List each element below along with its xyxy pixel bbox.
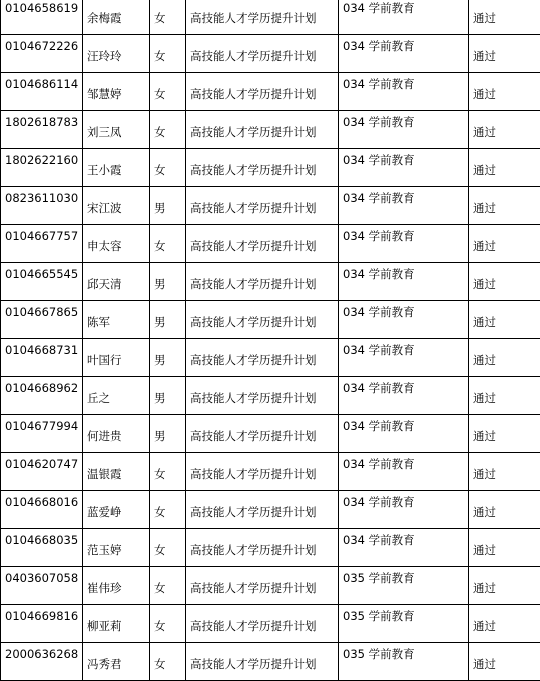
program-text: 高技能人才学历提升计划: [190, 277, 317, 291]
name-cell: [83, 35, 150, 73]
program-text: 高技能人才学历提升计划: [190, 125, 317, 139]
result-cell: [469, 491, 540, 529]
name-cell: [83, 377, 150, 415]
table-row: [1, 0, 540, 35]
major-cell: [339, 35, 469, 73]
major-text: 034 学前教育: [343, 77, 415, 91]
result-text: 通过: [473, 201, 496, 215]
gender-text: 女: [154, 619, 166, 633]
program-cell: [186, 643, 339, 681]
name-text: 蓝爱峥: [87, 505, 122, 519]
student-id-text: 0104686114: [5, 77, 78, 91]
student-id-cell: [1, 149, 83, 187]
program-text: 高技能人才学历提升计划: [190, 543, 317, 557]
name-text: 陈军: [87, 315, 110, 329]
program-text: 高技能人才学历提升计划: [190, 315, 317, 329]
student-id-cell: [1, 605, 83, 643]
gender-cell: [150, 567, 186, 605]
table-row: [1, 415, 540, 453]
table-row: [1, 491, 540, 529]
student-id-cell: [1, 187, 83, 225]
program-text: 高技能人才学历提升计划: [190, 11, 317, 25]
name-cell: [83, 529, 150, 567]
result-text: 通过: [473, 581, 496, 595]
name-text: 王小霞: [87, 163, 122, 177]
major-cell: [339, 605, 469, 643]
result-text: 通过: [473, 11, 496, 25]
program-cell: [186, 73, 339, 111]
name-text: 丘之: [87, 391, 110, 405]
result-text: 通过: [473, 163, 496, 177]
major-text: 034 学前教育: [343, 305, 415, 319]
major-text: 034 学前教育: [343, 495, 415, 509]
gender-text: 女: [154, 49, 166, 63]
name-text: 邱天清: [87, 277, 122, 291]
result-cell: [469, 339, 540, 377]
student-id-cell: [1, 35, 83, 73]
gender-text: 男: [154, 201, 166, 215]
name-text: 何进贵: [87, 429, 122, 443]
student-id-text: 0104668962: [5, 381, 78, 395]
table-row: [1, 263, 540, 301]
major-text: 034 学前教育: [343, 419, 415, 433]
major-text: 035 学前教育: [343, 571, 415, 585]
student-id-cell: [1, 339, 83, 377]
result-text: 通过: [473, 87, 496, 101]
student-id-text: 2000636268: [5, 647, 78, 661]
program-cell: [186, 415, 339, 453]
major-text: 034 学前教育: [343, 1, 415, 15]
major-cell: [339, 377, 469, 415]
result-cell: [469, 187, 540, 225]
student-id-text: 0104672226: [5, 39, 78, 53]
name-text: 柳亚莉: [87, 619, 122, 633]
gender-cell: [150, 377, 186, 415]
major-cell: [339, 149, 469, 187]
name-cell: [83, 0, 150, 35]
gender-text: 男: [154, 353, 166, 367]
name-cell: [83, 339, 150, 377]
gender-cell: [150, 187, 186, 225]
program-cell: [186, 149, 339, 187]
gender-text: 女: [154, 581, 166, 595]
name-text: 余梅霞: [87, 11, 122, 25]
student-id-cell: [1, 73, 83, 111]
student-id-cell: [1, 415, 83, 453]
program-cell: [186, 111, 339, 149]
name-text: 崔伟珍: [87, 581, 122, 595]
program-text: 高技能人才学历提升计划: [190, 657, 317, 671]
table-row: [1, 149, 540, 187]
gender-text: 女: [154, 505, 166, 519]
program-cell: [186, 225, 339, 263]
student-id-cell: [1, 301, 83, 339]
student-id-text: 0104665545: [5, 267, 78, 281]
major-text: 035 学前教育: [343, 647, 415, 661]
program-text: 高技能人才学历提升计划: [190, 49, 317, 63]
gender-text: 女: [154, 87, 166, 101]
program-text: 高技能人才学历提升计划: [190, 391, 317, 405]
gender-cell: [150, 643, 186, 681]
program-text: 高技能人才学历提升计划: [190, 619, 317, 633]
program-cell: [186, 35, 339, 73]
result-text: 通过: [473, 239, 496, 253]
result-text: 通过: [473, 391, 496, 405]
gender-cell: [150, 35, 186, 73]
program-text: 高技能人才学历提升计划: [190, 353, 317, 367]
name-text: 叶国行: [87, 353, 122, 367]
table-row: [1, 567, 540, 605]
student-id-cell: [1, 225, 83, 263]
major-cell: [339, 415, 469, 453]
student-id-cell: [1, 377, 83, 415]
result-text: 通过: [473, 277, 496, 291]
result-text: 通过: [473, 315, 496, 329]
name-cell: [83, 605, 150, 643]
name-text: 温银霞: [87, 467, 122, 481]
major-text: 034 学前教育: [343, 39, 415, 53]
name-cell: [83, 453, 150, 491]
table-row: [1, 35, 540, 73]
gender-cell: [150, 453, 186, 491]
name-cell: [83, 415, 150, 453]
program-text: 高技能人才学历提升计划: [190, 163, 317, 177]
student-id-text: 0104667865: [5, 305, 78, 319]
major-text: 034 学前教育: [343, 267, 415, 281]
program-cell: [186, 377, 339, 415]
gender-text: 女: [154, 163, 166, 177]
student-id-text: 0104620747: [5, 457, 78, 471]
student-id-text: 0104677994: [5, 419, 78, 433]
program-text: 高技能人才学历提升计划: [190, 239, 317, 253]
result-cell: [469, 35, 540, 73]
student-id-text: 0403607058: [5, 571, 78, 585]
name-text: 刘三凤: [87, 125, 122, 139]
program-text: 高技能人才学历提升计划: [190, 429, 317, 443]
gender-text: 男: [154, 391, 166, 405]
major-text: 035 学前教育: [343, 609, 415, 623]
gender-cell: [150, 111, 186, 149]
result-cell: [469, 111, 540, 149]
student-id-cell: [1, 453, 83, 491]
student-id-text: 1802618783: [5, 115, 78, 129]
result-text: 通过: [473, 543, 496, 557]
major-text: 034 学前教育: [343, 381, 415, 395]
program-cell: [186, 567, 339, 605]
result-text: 通过: [473, 657, 496, 671]
major-cell: [339, 529, 469, 567]
result-cell: [469, 73, 540, 111]
name-cell: [83, 225, 150, 263]
gender-cell: [150, 0, 186, 35]
result-text: 通过: [473, 125, 496, 139]
program-cell: [186, 301, 339, 339]
program-cell: [186, 529, 339, 567]
program-cell: [186, 187, 339, 225]
gender-text: 女: [154, 657, 166, 671]
major-text: 034 学前教育: [343, 457, 415, 471]
gender-cell: [150, 225, 186, 263]
major-text: 034 学前教育: [343, 343, 415, 357]
result-cell: [469, 0, 540, 35]
gender-cell: [150, 149, 186, 187]
table-row: [1, 301, 540, 339]
name-cell: [83, 111, 150, 149]
student-id-text: 0104668035: [5, 533, 78, 547]
program-text: 高技能人才学历提升计划: [190, 581, 317, 595]
gender-cell: [150, 491, 186, 529]
student-id-cell: [1, 0, 83, 35]
student-id-cell: [1, 567, 83, 605]
result-cell: [469, 377, 540, 415]
major-text: 034 学前教育: [343, 229, 415, 243]
gender-cell: [150, 73, 186, 111]
table-row: [1, 339, 540, 377]
major-cell: [339, 643, 469, 681]
student-id-text: 1802622160: [5, 153, 78, 167]
major-text: 034 学前教育: [343, 533, 415, 547]
result-cell: [469, 301, 540, 339]
program-cell: [186, 605, 339, 643]
result-text: 通过: [473, 49, 496, 63]
gender-text: 女: [154, 467, 166, 481]
program-text: 高技能人才学历提升计划: [190, 87, 317, 101]
gender-cell: [150, 605, 186, 643]
result-text: 通过: [473, 505, 496, 519]
name-text: 汪玲玲: [87, 49, 122, 63]
major-text: 034 学前教育: [343, 115, 415, 129]
student-id-text: 0104669816: [5, 609, 78, 623]
name-cell: [83, 149, 150, 187]
gender-cell: [150, 301, 186, 339]
result-cell: [469, 225, 540, 263]
major-cell: [339, 453, 469, 491]
table-row: [1, 111, 540, 149]
gender-text: 女: [154, 11, 166, 25]
table-body: [1, 0, 540, 681]
major-cell: [339, 263, 469, 301]
result-cell: [469, 453, 540, 491]
student-id-cell: [1, 263, 83, 301]
result-text: 通过: [473, 619, 496, 633]
student-id-text: 0104668731: [5, 343, 78, 357]
program-cell: [186, 263, 339, 301]
result-cell: [469, 263, 540, 301]
student-id-cell: [1, 491, 83, 529]
name-cell: [83, 73, 150, 111]
table-row: [1, 187, 540, 225]
result-cell: [469, 149, 540, 187]
student-id-text: 0104667757: [5, 229, 78, 243]
result-text: 通过: [473, 353, 496, 367]
major-cell: [339, 301, 469, 339]
major-text: 034 学前教育: [343, 191, 415, 205]
gender-cell: [150, 529, 186, 567]
major-cell: [339, 491, 469, 529]
gender-text: 女: [154, 543, 166, 557]
result-cell: [469, 529, 540, 567]
major-text: 034 学前教育: [343, 153, 415, 167]
gender-cell: [150, 415, 186, 453]
major-cell: [339, 339, 469, 377]
major-cell: [339, 0, 469, 35]
result-text: 通过: [473, 467, 496, 481]
name-text: 冯秀君: [87, 657, 122, 671]
table-row: [1, 643, 540, 681]
gender-text: 男: [154, 315, 166, 329]
name-cell: [83, 301, 150, 339]
major-cell: [339, 567, 469, 605]
name-text: 范玉婷: [87, 543, 122, 557]
program-text: 高技能人才学历提升计划: [190, 201, 317, 215]
name-text: 邹慧婷: [87, 87, 122, 101]
student-id-cell: [1, 643, 83, 681]
table-row: [1, 377, 540, 415]
result-cell: [469, 605, 540, 643]
gender-text: 女: [154, 125, 166, 139]
table-row: [1, 529, 540, 567]
table-row: [1, 225, 540, 263]
major-cell: [339, 73, 469, 111]
major-cell: [339, 187, 469, 225]
major-cell: [339, 111, 469, 149]
name-cell: [83, 567, 150, 605]
program-cell: [186, 0, 339, 35]
program-cell: [186, 339, 339, 377]
name-text: 申太容: [87, 239, 122, 253]
gender-text: 女: [154, 239, 166, 253]
table-row: [1, 605, 540, 643]
table-row: [1, 453, 540, 491]
gender-cell: [150, 263, 186, 301]
major-cell: [339, 225, 469, 263]
student-id-cell: [1, 111, 83, 149]
gender-text: 男: [154, 429, 166, 443]
name-cell: [83, 187, 150, 225]
program-cell: [186, 491, 339, 529]
result-cell: [469, 567, 540, 605]
program-text: 高技能人才学历提升计划: [190, 505, 317, 519]
program-text: 高技能人才学历提升计划: [190, 467, 317, 481]
name-text: 宋江波: [87, 201, 122, 215]
result-text: 通过: [473, 429, 496, 443]
student-id-cell: [1, 529, 83, 567]
table-row: [1, 73, 540, 111]
name-cell: [83, 263, 150, 301]
name-cell: [83, 643, 150, 681]
program-cell: [186, 453, 339, 491]
name-cell: [83, 491, 150, 529]
result-cell: [469, 415, 540, 453]
student-id-text: 0823611030: [5, 191, 78, 205]
gender-text: 男: [154, 277, 166, 291]
gender-cell: [150, 339, 186, 377]
student-id-text: 0104668016: [5, 495, 78, 509]
student-id-text: 0104658619: [5, 1, 78, 15]
result-cell: [469, 643, 540, 681]
